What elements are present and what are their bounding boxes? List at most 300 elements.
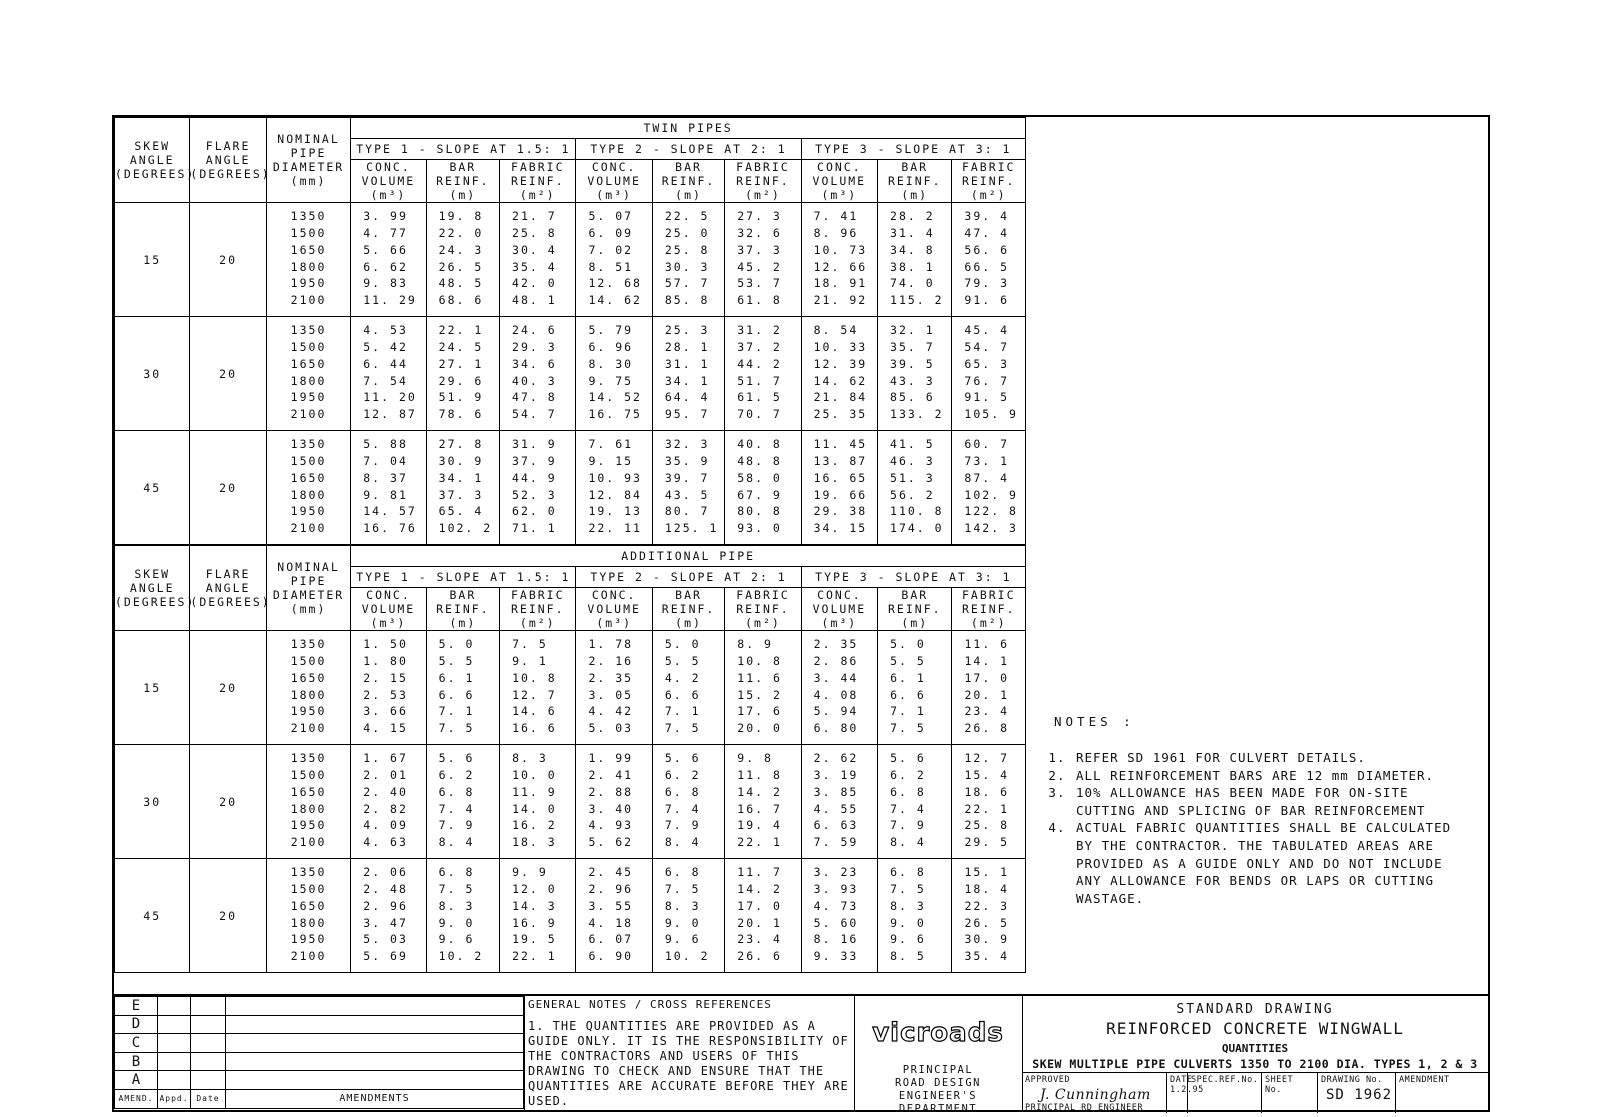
- quantity-value: 32. 6: [737, 226, 782, 241]
- quantity-value: 48. 5: [438, 276, 484, 291]
- quantity-value: 25. 0: [664, 226, 710, 241]
- quantity-value: 3. 93: [813, 882, 859, 897]
- quantity-cell: [576, 745, 652, 859]
- quantity-value: 61. 8: [737, 292, 782, 307]
- quantity-value: 52. 3: [512, 487, 557, 502]
- quantity-value: 2. 96: [588, 882, 634, 897]
- quantity-value: 7. 5: [890, 882, 926, 897]
- quantity-value: 3. 23: [813, 865, 859, 880]
- quantity-value: 22. 1: [964, 801, 1010, 816]
- quantity-value: 30. 9: [438, 454, 484, 469]
- quantity-value: 3. 44: [813, 670, 859, 685]
- quantity-value: 6. 8: [664, 784, 701, 799]
- quantity-value: 51. 3: [890, 470, 935, 485]
- table-row: [115, 431, 1026, 545]
- diameter-value: 1800: [290, 259, 327, 274]
- skew-angle-cell: 30: [115, 317, 190, 431]
- quantity-value: 14. 3: [512, 898, 557, 913]
- type2-header: TYPE 2 - SLOPE AT 2: 1: [576, 139, 801, 160]
- quantity-cell: [500, 859, 576, 973]
- amend-cell: [191, 1071, 226, 1090]
- quantity-value: 74. 0: [890, 276, 935, 291]
- quantity-value: 2. 06: [363, 865, 408, 880]
- amendments-panel: [114, 996, 525, 1112]
- flare-angle-line: ANGLE: [205, 581, 251, 595]
- bar-header: [878, 160, 952, 203]
- fabric-header: [952, 588, 1026, 631]
- conc-header-line: VOLUME: [587, 174, 641, 188]
- quantity-value: 7. 54: [363, 373, 408, 388]
- quantity-cell: [576, 631, 652, 745]
- quantity-value: 110. 8: [890, 504, 944, 519]
- quantity-value: 79. 3: [964, 276, 1010, 291]
- fabric-header-line: REINF.: [961, 602, 1016, 616]
- diameter-value: 1650: [290, 784, 327, 799]
- amend-cell: [191, 1015, 226, 1034]
- diameter-value: 1350: [290, 437, 327, 452]
- conc-header-line: CONC.: [591, 588, 637, 602]
- drawing-description: SKEW MULTIPLE PIPE CULVERTS 1350 TO 2100 DIA. TYPES 1, 2 & 3: [1032, 1057, 1478, 1071]
- quantity-value: 8. 4: [438, 834, 475, 849]
- quantity-value: 23. 4: [737, 932, 782, 947]
- flare-angle-line: (DEGREES): [190, 167, 271, 181]
- quantity-value: 9. 0: [890, 915, 926, 930]
- quantity-value: 7. 1: [664, 704, 701, 719]
- quantity-value: 35. 4: [964, 948, 1010, 963]
- drawing-no-cell: [1318, 1073, 1396, 1113]
- quantity-value: 14. 1: [964, 654, 1010, 669]
- quantity-value: 9. 6: [664, 932, 701, 947]
- quantity-value: 6. 2: [438, 768, 475, 783]
- quantity-value: 5. 42: [363, 340, 408, 355]
- bar-header: [652, 588, 724, 631]
- skew-angle-cell: 45: [115, 431, 190, 545]
- amend-cell: [158, 1034, 191, 1053]
- quantity-value: 23. 4: [964, 704, 1010, 719]
- flare-angle-line: FLARE: [205, 139, 251, 153]
- quantity-value: 11. 29: [363, 292, 417, 307]
- conc-header-line: (m³): [821, 616, 858, 630]
- quantity-value: 53. 7: [737, 276, 782, 291]
- quantity-value: 7. 4: [890, 801, 926, 816]
- quantity-value: 32. 3: [664, 437, 710, 452]
- quantity-value: 22. 1: [512, 948, 557, 963]
- quantity-value: 68. 6: [438, 292, 484, 307]
- diameter-value: 1800: [290, 687, 327, 702]
- quantity-value: 2. 41: [588, 768, 634, 783]
- quantity-value: 17. 6: [737, 704, 782, 719]
- quantity-value: 22. 0: [438, 226, 484, 241]
- amend-cell: [191, 1034, 226, 1053]
- amendment-label: AMENDMENT: [1399, 1075, 1450, 1085]
- diameter-value: 1950: [290, 932, 327, 947]
- quantity-value: 5. 6: [890, 751, 926, 766]
- quantity-value: 8. 51: [588, 259, 634, 274]
- diameter-value: 1650: [290, 470, 327, 485]
- quantity-value: 91. 5: [964, 390, 1010, 405]
- quantity-value: 6. 96: [588, 340, 634, 355]
- quantity-value: 3. 47: [363, 915, 408, 930]
- approval-row: [1022, 1072, 1488, 1113]
- bar-header-line: BAR: [901, 160, 929, 174]
- quantity-cell: [500, 631, 576, 745]
- quantity-value: 2. 86: [813, 654, 859, 669]
- quantity-value: 5. 0: [664, 637, 701, 652]
- bar-header-line: BAR: [901, 588, 929, 602]
- quantity-value: 9. 33: [813, 948, 859, 963]
- quantity-value: 22. 1: [438, 323, 484, 338]
- date-value: 1.2.95: [1170, 1085, 1204, 1095]
- diameter-value: 2100: [290, 834, 327, 849]
- nominal-pipe-line: (mm): [290, 602, 327, 616]
- quantity-value: 6. 2: [890, 768, 926, 783]
- quantity-cell: [801, 203, 877, 317]
- quantity-value: 37. 9: [512, 454, 557, 469]
- fabric-header-line: REINF.: [736, 602, 790, 616]
- quantity-value: 12. 66: [813, 259, 868, 274]
- quantity-value: 7. 5: [438, 720, 475, 735]
- quantity-value: 4. 42: [588, 704, 634, 719]
- quantity-value: 14. 62: [813, 373, 868, 388]
- fabric-header-line: FABRIC: [736, 588, 790, 602]
- quantity-value: 29. 38: [813, 504, 868, 519]
- skew-angle-cell: 15: [115, 203, 190, 317]
- conc-header-line: CONC.: [366, 160, 411, 174]
- amend-cell: [158, 1052, 191, 1071]
- quantity-value: 15. 4: [964, 768, 1010, 783]
- amend-cell: [158, 1071, 191, 1090]
- flare-angle-line: FLARE: [205, 567, 251, 581]
- diameter-value: 1500: [290, 654, 327, 669]
- approved-label: APPROVED: [1025, 1075, 1070, 1085]
- diameter-value: 1950: [290, 276, 327, 291]
- skew-angle-line: (DEGREES): [115, 167, 196, 181]
- quantity-value: 125. 1: [664, 520, 719, 535]
- quantity-cell: [652, 431, 724, 545]
- quantity-value: 85. 8: [664, 292, 710, 307]
- dept-line: PRINCIPAL: [902, 1064, 974, 1076]
- bar-header-line: REINF.: [887, 174, 942, 188]
- quantity-value: 3. 55: [588, 898, 634, 913]
- quantity-value: 2. 40: [363, 784, 408, 799]
- amend-letter: A: [115, 1071, 158, 1090]
- diameter-value: 1500: [290, 226, 327, 241]
- diameter-value: 1500: [290, 454, 327, 469]
- quantity-value: 27. 8: [438, 437, 484, 452]
- flare-angle-cell: 20: [190, 317, 266, 431]
- quantity-value: 32. 1: [890, 323, 935, 338]
- quantity-value: 6. 8: [890, 784, 926, 799]
- bar-header-line: (m): [449, 188, 477, 202]
- diameter-value: 1650: [290, 898, 327, 913]
- quantity-cell: [500, 431, 576, 545]
- diameter-value: 1800: [290, 915, 327, 930]
- quantity-value: 70. 7: [737, 406, 782, 421]
- quantity-value: 7. 5: [664, 882, 701, 897]
- conc-header-line: (m³): [596, 616, 633, 630]
- fabric-header-line: (m²): [970, 188, 1007, 202]
- diameter-value: 1650: [290, 356, 327, 371]
- vicroads-logo: vicroads: [872, 1018, 1004, 1048]
- quantity-cell: [576, 203, 652, 317]
- quantity-value: 14. 62: [588, 292, 642, 307]
- quantity-cell: [652, 203, 724, 317]
- quantity-value: 5. 0: [890, 637, 926, 652]
- amend-letter: E: [115, 997, 158, 1016]
- quantity-value: 20. 1: [737, 915, 782, 930]
- quantity-value: 15. 1: [964, 865, 1010, 880]
- quantity-cell: [725, 431, 801, 545]
- quantity-value: 7. 1: [890, 704, 926, 719]
- quantity-value: 64. 4: [664, 390, 710, 405]
- quantity-value: 1. 99: [588, 751, 634, 766]
- quantity-value: 18. 3: [512, 834, 557, 849]
- quantity-value: 16. 2: [512, 818, 557, 833]
- quantity-value: 26. 8: [964, 720, 1010, 735]
- quantity-value: 3. 66: [363, 704, 408, 719]
- bar-header-line: (m): [449, 616, 477, 630]
- fabric-header-line: FABRIC: [510, 160, 565, 174]
- quantity-value: 6. 80: [813, 720, 859, 735]
- quantity-value: 14. 52: [588, 390, 642, 405]
- diameter-value: 2100: [290, 520, 327, 535]
- bar-header-line: (m): [901, 616, 929, 630]
- quantity-value: 7. 9: [438, 818, 475, 833]
- conc-header-line: CONC.: [366, 588, 411, 602]
- quantity-value: 14. 6: [512, 704, 557, 719]
- quantity-value: 8. 3: [664, 898, 701, 913]
- note-item: 3. 10% ALLOWANCE HAS BEEN MADE FOR ON-SITE CUTTING AND SPLICING OF BAR REINFORCEMENT: [1074, 784, 1474, 819]
- amend-cell: [158, 1015, 191, 1034]
- conc-header-line: VOLUME: [587, 602, 641, 616]
- table-row: [115, 317, 1026, 431]
- quantity-value: 9. 0: [664, 915, 701, 930]
- diameter-value: 1800: [290, 801, 327, 816]
- quantity-value: 115. 2: [890, 292, 944, 307]
- type3-header: TYPE 3 - SLOPE AT 3: 1: [801, 567, 1025, 588]
- table-row: [115, 859, 1026, 973]
- quantity-value: 73. 1: [964, 454, 1010, 469]
- quantity-value: 47. 4: [964, 226, 1010, 241]
- quantity-value: 35. 9: [664, 454, 710, 469]
- quantity-value: 31. 1: [664, 356, 710, 371]
- quantity-value: 142. 3: [964, 520, 1018, 535]
- skew-angle-line: SKEW: [134, 139, 171, 153]
- quantity-value: 9. 75: [588, 373, 634, 388]
- quantity-value: 51. 9: [438, 390, 484, 405]
- quantity-value: 76. 7: [964, 373, 1010, 388]
- skew-angle-header: [115, 546, 196, 631]
- quantity-value: 66. 5: [964, 259, 1010, 274]
- section-title: TWIN PIPES: [351, 118, 1026, 139]
- quantity-value: 6. 8: [438, 865, 475, 880]
- quantity-value: 105. 9: [964, 406, 1018, 421]
- quantity-value: 6. 8: [664, 865, 701, 880]
- approved-cell: [1022, 1073, 1167, 1113]
- quantity-value: 102. 9: [964, 487, 1018, 502]
- quantity-value: 8. 4: [890, 834, 926, 849]
- quantity-value: 24. 3: [438, 242, 484, 257]
- quantity-value: 133. 2: [890, 406, 944, 421]
- quantity-value: 67. 9: [737, 487, 782, 502]
- general-notes-body: 1. THE QUANTITIES ARE PROVIDED AS A GUIDE ONLY. IT IS THE RESPONSIBILITY OF THE CONTRACTORS AND USERS OF THIS DRAWING TO CHECK AND ENSURE THAT THE QUANTITIES ARE ACCURATE BEFORE THEY ARE USED.: [528, 1019, 849, 1108]
- quantity-value: 3. 85: [813, 784, 859, 799]
- quantity-value: 1. 78: [588, 637, 634, 652]
- skew-angle-cell: 30: [115, 745, 190, 859]
- conc-header-line: VOLUME: [812, 174, 867, 188]
- quantity-value: 8. 4: [664, 834, 701, 849]
- fabric-header-line: (m²): [519, 616, 556, 630]
- quantity-value: 20. 0: [737, 720, 782, 735]
- diameter-value: 1950: [290, 704, 327, 719]
- conc-header-line: CONC.: [817, 588, 862, 602]
- type3-header: TYPE 3 - SLOPE AT 3: 1: [801, 139, 1025, 160]
- quantity-value: 6. 1: [890, 670, 926, 685]
- quantity-cell: [952, 317, 1026, 431]
- quantity-cell: [725, 203, 801, 317]
- quantity-value: 7. 04: [363, 454, 408, 469]
- flare-angle-line: (DEGREES): [190, 595, 271, 609]
- quantity-cell: [952, 203, 1026, 317]
- quantity-value: 5. 6: [664, 751, 701, 766]
- fabric-header: [725, 588, 801, 631]
- bar-header-line: (m): [675, 188, 702, 202]
- quantity-value: 2. 01: [363, 768, 408, 783]
- quantity-value: 16. 75: [588, 406, 642, 421]
- quantity-cell: [878, 859, 952, 973]
- quantity-cell: [952, 745, 1026, 859]
- conc-header-line: (m³): [596, 188, 632, 202]
- quantity-value: 10. 2: [664, 948, 710, 963]
- quantity-value: 62. 0: [512, 504, 557, 519]
- quantity-value: 25. 8: [964, 818, 1010, 833]
- fabric-header-line: REINF.: [961, 174, 1016, 188]
- quantity-value: 27. 3: [737, 209, 782, 224]
- skew-angle-cell: 45: [115, 859, 190, 973]
- quantity-value: 22. 1: [737, 834, 782, 849]
- diameter-value: 1500: [290, 340, 327, 355]
- quantity-value: 54. 7: [512, 406, 557, 421]
- quantity-cell: [426, 203, 499, 317]
- quantity-value: 6. 63: [813, 818, 859, 833]
- quantity-cell: [801, 745, 877, 859]
- quantity-value: 9. 9: [512, 865, 548, 880]
- amend-cell: [158, 997, 191, 1016]
- diameter-value: 1650: [290, 242, 327, 257]
- quantity-value: 7. 9: [890, 818, 926, 833]
- quantity-value: 6. 09: [588, 226, 634, 241]
- quantity-value: 93. 0: [737, 520, 782, 535]
- diameter-value: 2100: [290, 948, 327, 963]
- quantity-cell: [426, 631, 499, 745]
- spec-ref-label: SPEC.REF.No.: [1191, 1075, 1259, 1085]
- quantity-value: 2. 35: [813, 637, 859, 652]
- quantity-value: 4. 2: [664, 670, 701, 685]
- diameter-value: 1950: [290, 818, 327, 833]
- amendments-table: [114, 996, 524, 1109]
- quantity-value: 12. 7: [512, 687, 557, 702]
- quantity-value: 9. 1: [512, 654, 548, 669]
- quantity-value: 39. 7: [664, 470, 710, 485]
- quantity-value: 44. 2: [737, 356, 782, 371]
- quantity-value: 11. 7: [737, 865, 782, 880]
- quantity-value: 12. 84: [588, 487, 642, 502]
- quantity-value: 4. 93: [588, 818, 634, 833]
- bar-header: [652, 160, 724, 203]
- quantity-value: 21. 92: [813, 292, 868, 307]
- nominal-pipe-line: PIPE: [290, 574, 327, 588]
- quantity-value: 37. 3: [438, 487, 484, 502]
- quantity-value: 28. 1: [664, 340, 710, 355]
- quantity-value: 47. 8: [512, 390, 557, 405]
- quantity-value: 28. 2: [890, 209, 935, 224]
- quantity-value: 5. 5: [438, 654, 475, 669]
- quantity-value: 9. 81: [363, 487, 408, 502]
- note-item: 4. ACTUAL FABRIC QUANTITIES SHALL BE CALCULATED BY THE CONTRACTOR. THE TABULATED AREAS ARE PROVIDED AS A GUIDE ONLY AND DO NOT INCLUDE ANY ALLOWANCE FOR BENDS OR LAPS OR CUTTING WASTAGE.: [1074, 819, 1474, 907]
- flare-angle-cell: 20: [190, 745, 266, 859]
- quantity-value: 2. 16: [588, 654, 634, 669]
- fabric-header-line: FABRIC: [736, 160, 790, 174]
- quantity-value: 5. 6: [438, 751, 475, 766]
- quantity-value: 7. 59: [813, 834, 859, 849]
- quantity-cell: [878, 631, 952, 745]
- quantity-value: 12. 7: [964, 751, 1010, 766]
- quantity-value: 18. 91: [813, 276, 868, 291]
- quantity-value: 37. 2: [737, 340, 782, 355]
- quantity-value: 5. 88: [363, 437, 408, 452]
- quantity-value: 5. 03: [363, 932, 408, 947]
- amend-letter: B: [115, 1052, 158, 1071]
- quantity-value: 2. 88: [588, 784, 634, 799]
- quantity-value: 4. 15: [363, 720, 408, 735]
- quantity-value: 11. 20: [363, 390, 417, 405]
- quantity-value: 31. 9: [512, 437, 557, 452]
- quantity-value: 11. 8: [737, 768, 782, 783]
- diameter-value: 1350: [290, 751, 327, 766]
- diameter-cell: [266, 631, 350, 745]
- quantity-value: 122. 8: [964, 504, 1018, 519]
- nominal-pipe-line: PIPE: [290, 146, 327, 160]
- quantity-cell: [801, 859, 877, 973]
- quantity-value: 38. 1: [890, 259, 935, 274]
- bar-header-line: REINF.: [661, 174, 716, 188]
- quantity-value: 6. 8: [890, 865, 926, 880]
- quantity-value: 30. 9: [964, 932, 1010, 947]
- quantity-value: 5. 07: [588, 209, 634, 224]
- date-label: DATE: [1170, 1075, 1193, 1085]
- quantity-value: 34. 8: [890, 242, 935, 257]
- quantity-value: 16. 65: [813, 470, 868, 485]
- quantity-value: 8. 3: [512, 751, 548, 766]
- quantity-value: 9. 15: [588, 454, 634, 469]
- amend-cell: [226, 1052, 524, 1071]
- bar-header-line: (m): [675, 616, 702, 630]
- quantity-value: 17. 0: [964, 670, 1010, 685]
- fabric-header: [952, 160, 1026, 203]
- quantity-value: 4. 63: [363, 834, 408, 849]
- quantity-value: 11. 6: [964, 637, 1010, 652]
- quantity-value: 60. 7: [964, 437, 1010, 452]
- quantity-value: 6. 1: [438, 670, 475, 685]
- quantity-value: 54. 7: [964, 340, 1010, 355]
- quantity-value: 1. 80: [363, 654, 408, 669]
- flare-angle-cell: 20: [190, 631, 266, 745]
- type1-header: TYPE 1 - SLOPE AT 1.5: 1: [351, 567, 576, 588]
- quantity-value: 4. 73: [813, 898, 859, 913]
- bar-header-line: (m): [901, 188, 929, 202]
- quantity-value: 2. 62: [813, 751, 859, 766]
- diameter-value: 2100: [290, 292, 327, 307]
